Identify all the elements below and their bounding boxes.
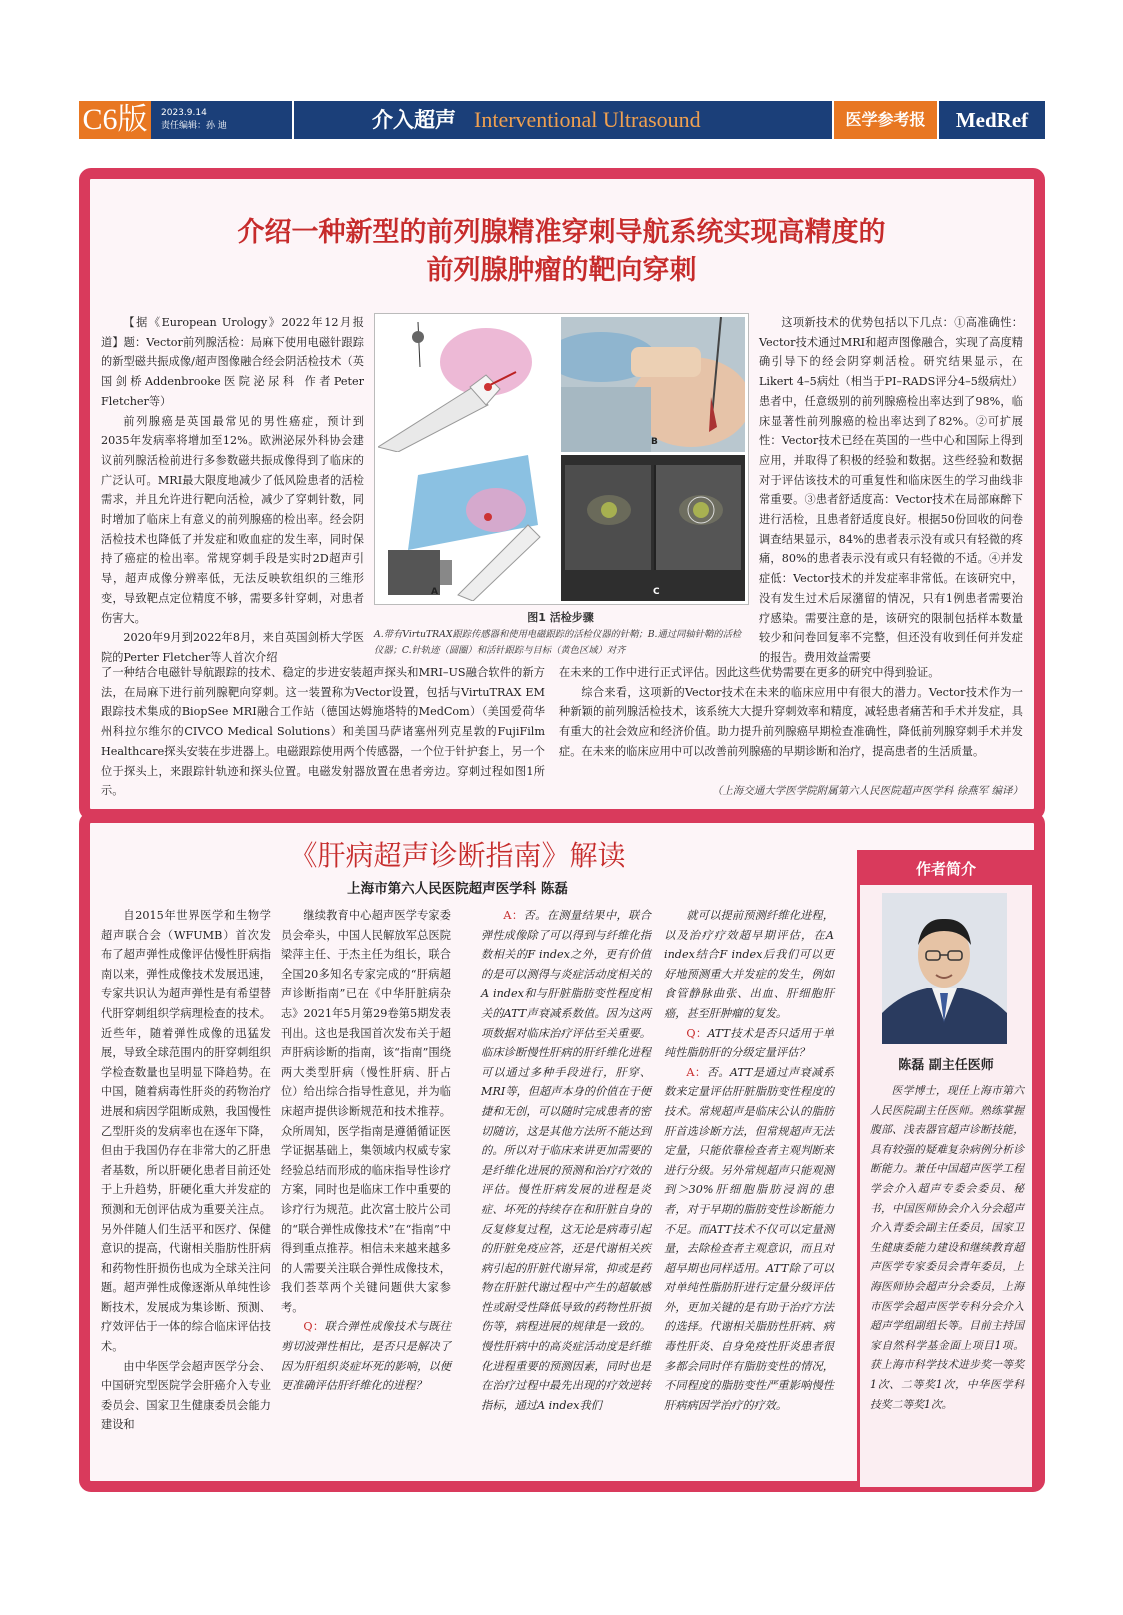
section-title-en: Interventional Ultrasound [474,107,701,132]
article1-title-line2: 前列腺肿瘤的靶向穿刺 [426,255,697,286]
issue-meta [151,101,292,139]
brand-logo: MedRef [939,101,1045,139]
section-title-cn: 介入超声 [372,107,456,132]
article1-title-line1: 介绍一种新型的前列腺精准穿刺导航系统实现高精度的 [237,217,886,248]
ultrasound-image [561,455,745,601]
article1-bottom-left [101,663,545,801]
article2-column-4 [664,906,834,1415]
figure-panel-a [378,455,558,601]
paragraph: 在未来的工作中进行正式评估。因此这些优势需要在更多的研究中得到验证。 [559,666,940,679]
figure-panel-c-ultrasound [561,455,745,601]
article2-column-2 [281,906,451,1396]
answer-text: 否。在测量结果中，联合弹性成像除了可以得到与纤维化指数相关的F index之外，更有价值的是可以测得与炎症活动度相关的A index和与肝脏脂肪变性程度相关的ATT声衰减系数值。因为这两项数据对临床治疗评估至关重要。临床诊断慢性肝病的肝纤维化进程可以通过多种手段进行，肝穿、MRI等，但超声本身的价值在于便捷和无创，可以随时完成患者的密切随访，这是其他方法所不能达到的。所以对于临床来讲更加需要的是纤维化进展的预测和治疗疗效的评估。慢性肝病发展的进程是炎症、坏死的持续存在和肝脏自身的反复修复过程，这无论是病毒引起的肝脏免疫应答，还是代谢相关疾病引起的肝脏代谢异常，抑或是药物在肝脏代谢过程中产生的超敏感性或耐受性降低导致的药物性肝损伤等，病程进展的规律是一致的。慢性肝病中的高炎症活动度是纤维化进程重要的预测因素，同时也是在治疗过程中最先出现的疗效逆转指标，通过A index我们 [481,909,651,1412]
figure-title: 图1 活检步骤 [527,611,594,624]
issue-editor: 责任编辑：孙 迪 [161,121,227,131]
paragraph: 了一种结合电磁针导航跟踪的技术、稳定的步进安装超声探头和MRI–US融合软件的新方法，在局麻下进行前列腺靶向穿刺。这一装置称为Vector设置，包括与VirtuTRAX EM跟踪技术集成的BiopSee MRI融合工作站（德国达姆施塔特的MedCom）（美国爱荷华州科拉尔维尔的CIVCO Medical Solutions）和美国马萨诸塞州列克星敦的FujiFilm Healthcare探头安装在步进器上。电磁跟踪使用两个传感器，一个位于针护套上，另一个位于探头上，来跟踪针轨迹和探头位置。电磁发射器放置在患者旁边。穿刺过程如图1所示。 [101,666,545,798]
probe-illustration [378,455,558,601]
author-name: 陈磊 副主任医师 [898,1058,994,1073]
issue-date: 2023.9.14 [161,108,207,118]
article1-right-column [759,313,1023,668]
paragraph: 综合来看，这项新的Vector技术在未来的临床应用中有很大的潜力。Vector技术作为一种新颖的前列腺活检技术，该系统大大提升穿刺效率和精度，减轻患者痛苦和手术并发症，具有重大的社会效应和经济价值。助力提升前列腺癌早期检查准确性，降低前列腺穿刺手术并发症。在未来的临床应用中可以改善前列腺癌的早期诊断和治疗，提高患者的生活质量。 [559,685,1023,758]
answer-text: 否。ATT是通过声衰减系数来定量评估肝脏脂肪变性程度的技术。常规超声是临床公认的脂肪肝首选诊断方法，但常规超声无法定量，只能依靠检查者主观判断来进行分级。另外常规超声只能观测到＞30%肝细胞脂肪浸润的患者，对于早期的脂肪变性诊断能力不足。而ATT技术不仅可以定量测量，去除检查者主观意识，而且对超早期也同样适用。ATT除了可以对单纯性脂肪肝进行定量分级评估外，更加关键的是有助于治疗方法的选择。代谢相关脂肪性肝病、病毒性肝炎、自身免疫性肝炎患者很多都会同时伴有脂肪变性的情况，不同程度的脂肪变性严重影响慢性肝病病因学治疗的疗效。 [664,1065,834,1412]
article1-left-column [101,313,364,668]
article2-column-1 [101,906,271,1435]
answer-marker: A： [686,1065,707,1079]
question-marker: Q： [303,1320,325,1334]
article1-title [100,214,1023,290]
question-marker: Q： [686,1026,708,1040]
answer-marker: A： [503,909,524,922]
author-photo [882,893,1007,1044]
author-heading: 作者简介 [860,853,1032,885]
article1-source: 【据《European Urology》2022年12月报道】题：Vector前列腺活检：局麻下使用电磁针跟踪的新型磁共振成像/超声图像融合经会阴活检技术（英国剑桥Addenbrooke医院泌尿科 作者Peter Fletcher等） [101,316,364,408]
author-profile-box [857,850,1035,1490]
figure-caption: A.带有VirtuTRAX跟踪传感器和使用电磁跟踪的活检仪器的针鞘；B.通过同轴针鞘的活检仪器；C.针轨迹（圆圈）和活针跟踪与目标（黄色区域）对齐 [374,629,742,656]
article1-bottom-right [559,663,1023,762]
article1-translator: （上海交通大学医学院附属第六人民医院超声医学科 徐燕军 编译） [711,785,1023,797]
figure-label-a: A [431,587,438,597]
figure-label-b: B [651,437,658,447]
paper-name: 医学参考报 [834,101,937,139]
figure-label-c: C [653,587,660,597]
question-text: ATT技术是否只适用于单纯性脂肪肝的分级定量评估？ [664,1026,834,1060]
needle-sheath-illustration [378,317,558,452]
question-text: 联合弹性成像技术与既往剪切波弹性相比，是否只是解决了因为肝组织炎症坏死的影响，以便更准确评估肝纤维化的进程？ [281,1320,451,1393]
figure-panel-top-left [378,317,558,452]
section-banner [294,101,832,139]
author-bio [870,1081,1024,1414]
paragraph: 就可以提前预测纤维化进程，以及治疗疗效超早期评估，在A index结合F index后我们可以更好地预测重大并发症的发生，例如食管静脉曲张、出血、肝细胞肝癌，甚至肝肿瘤的复发。 [664,909,834,1020]
article2-title: 《肝病超声诊断指南》解读 [289,839,626,872]
article2-byline: 上海市第六人民医院超声医学科 陈磊 [347,881,568,897]
paragraph: 自2015年世界医学和生物学超声联合会（WFUMB）首次发布了超声弹性成像评估慢性肝病指南以来，弹性成像技术发展迅速，专家共识认为超声弹性是有希望替代肝穿刺组织学病理检查的技术。近些年，随着弹性成像的迅猛发展，导致全球范围内的肝穿刺组织学检查数量也呈明显下降趋势。在中国，随着病毒性肝炎的药物治疗进展和病因学阻断成熟，我国慢性乙型肝炎的发病率也在逐年下降，但由于我国仍存在非常大的乙肝患者基数，所以肝硬化患者目前还处于上升趋势，肝硬化重大并发症的预测和无创评估成为重要关注点。另外伴随人们生活平和医疗、保健意识的提高，代谢相关脂肪性肝病和药物性肝损伤也成为全球关注问题。超声弹性成像逐渐从单纯性诊断技术，发展成为集诊断、预测、疗效评估于一体的综合临床评估技术。 [101,909,271,1354]
page-number-badge: C6版 [79,101,151,139]
paragraph: 继续教育中心超声医学专家委员会牵头，中国人民解放军总医院梁萍主任、于杰主任为组长，联合全国20多知名专家完成的“肝病超声诊断指南”已在《中华肝脏病杂志》2021年5月第29卷第5期发表刊出。这也是我国首次发布关于超声肝病诊断的指南，该“指南”围绕两大类型肝病（慢性肝病、肝占位）给出综合指导性意见，并为临床超声提供诊断规范和技术推荐。众所周知，医学指南是遵循循证医学证据基础上，集领域内权威专家经验总结而形成的临床指导性诊疗方案，同时也是临床工作中重要的诊疗行为规范。此次富士胶片公司的“联合弹性成像技术”在“指南”中得到重点推荐。相信未来越来越多的人需要关注联合弹性成像技术，我们荟萃两个关键问题供大家参考。 [281,909,451,1314]
paragraph: 前列腺癌是英国最常见的男性癌症，预计到2035年发病率将增加至12%。欧洲泌尿外科协会建议前列腺活检前进行多参数磁共振成像得到了临床的广泛认可。MRI最大限度地减少了低风险患者的活检需求，并且允许进行靶向活检，减少了穿刺针数，同时增加了临床上有意义的前列腺癌的检出率。经会阴活检技术也降低了并发症和败血症的发生率，同时保持了癌症的检出率。常规穿刺手段是实时2D超声引导，超声成像分辨率低，无法反映软组织的三维形变，导致靶点定位精度不够，需要多针穿刺，对患者伤害大。 [101,414,364,625]
procedure-photo [561,317,745,452]
article2-column-3 [481,906,651,1415]
figure-panel-b-photo [561,317,745,452]
paragraph: 由中华医学会超声医学分会、中国研究型医院学会肝癌介入专业委员会、国家卫生健康委员会能力建设和 [101,1359,271,1432]
figure-1 [374,313,749,605]
paragraph: 2020年9月到2022年8月，来自英国剑桥大学医院的Perter Fletcher等人首次介绍 [101,631,364,664]
paragraph: 医学博士，现任上海市第六人民医院副主任医师。熟练掌握腹部、浅表器官超声诊断技能，具有较强的疑难复杂病例分析诊断能力。兼任中国超声医学工程学会介入超声专委会委员、秘书，中国医师协会介入分会超声介入青委会副主任委员，国家卫生健康委能力建设和继续教育超声医学专家委员会青年委员，上海医师协会超声分会委员，上海市医学会超声医学专科分会介入超声学组副组长等。目前主持国家自然科学基金面上项目1项。获上海市科学技术进步奖一等奖1次、二等奖1次，中华医学科技奖二等奖1次。 [870,1084,1024,1411]
paragraph: 这项新技术的优势包括以下几点：①高准确性：Vector技术通过MRI和超声图像融合，实现了高度精确引导下的经会阴穿刺活检。研究结果显示，在Likert 4–5病灶（相当于PI–RADS评分4–5级病灶）患者中，任意级别的前列腺癌检出率达到了98%，临床显著性前列腺癌的检出率达到了82%。②可扩展性：Vector技术已经在英国的一些中心和国际上得到应用，并取得了积极的经验和数据。这些经验和数据对于评估该技术的可重复性和临床医生的学习曲线非常重要。③患者舒适度高：Vector技术在局部麻醉下进行活检，且患者舒适度良好。根据50份回收的问卷调查结果显示，84%的患者表示没有或只有轻微的疼痛，80%的患者表示没有或只有轻微的不适。④并发症低：Vector技术的并发症率非常低。在该研究中，没有发生过术后尿潴留的情况，只有1例患者需要治疗感染。需要注意的是，该研究的限制包括样本数量较少和问卷回复率不完整，但还没有收到任何并发症的报告。费用效益需要 [759,316,1023,664]
author-portrait [882,893,1007,1044]
